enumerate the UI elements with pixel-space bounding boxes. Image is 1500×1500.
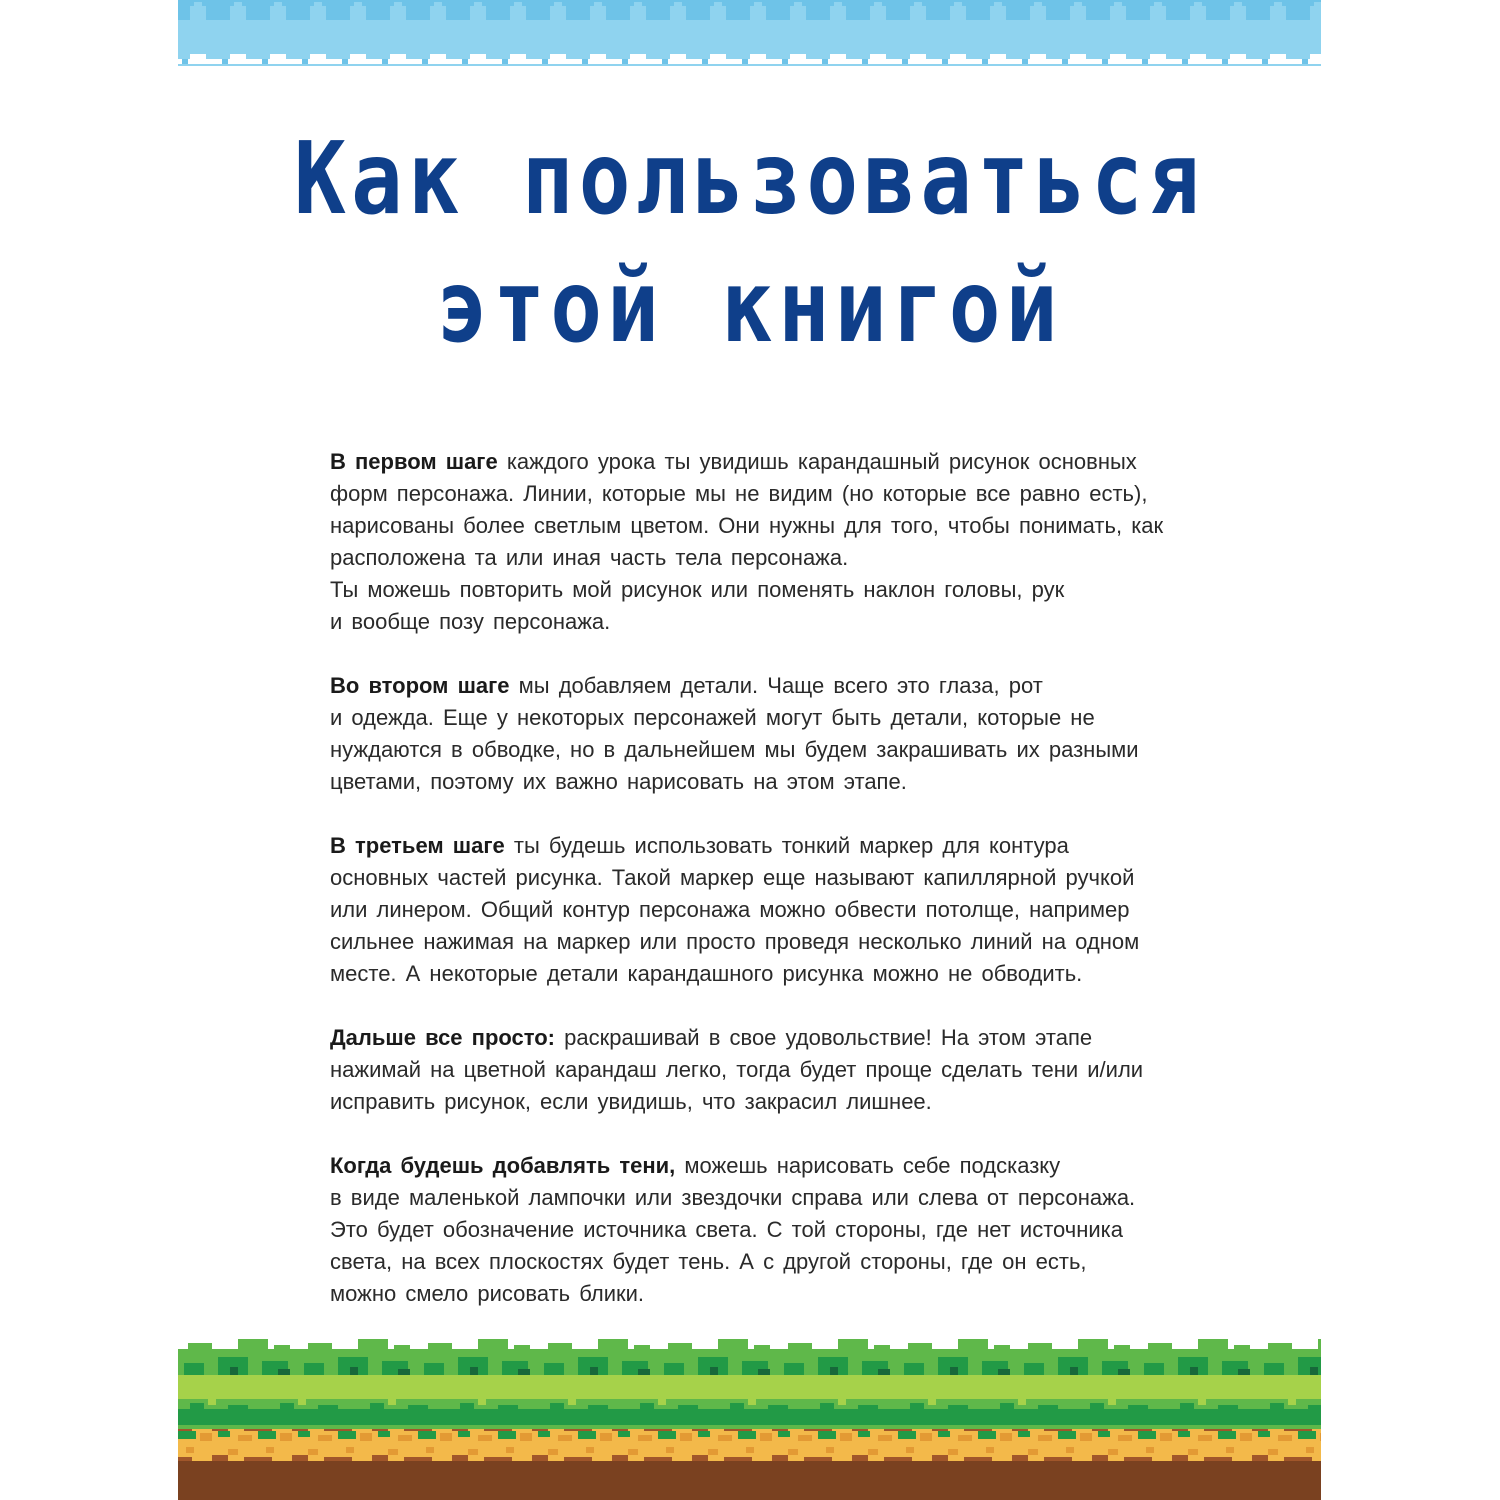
text-line: Это будет обозначение источника света. С той стороны, где нет источника <box>330 1217 1124 1242</box>
text-line: ты будешь использовать тонкий маркер для контура <box>504 833 1069 858</box>
text-line: месте. А некоторые детали карандашного рисунка можно не обводить. <box>330 961 1083 986</box>
text-line: мы добавляем детали. Чаще всего это глаза, рот <box>509 673 1043 698</box>
text-line: света, на всех плоскостях будет тень. А с другой стороны, где он есть, <box>330 1249 1087 1274</box>
coloring-heading: Дальше все просто: <box>330 1025 556 1050</box>
title-line-2: этой книгой <box>436 248 1063 365</box>
text-line: сильнее нажимая на маркер или просто проведя несколько линий на одном <box>330 929 1140 954</box>
text-line: и вообще позу персонажа. <box>330 609 611 634</box>
paragraph-step-1 <box>330 446 1210 638</box>
text-line: расположена та или иная часть тела персонажа. <box>330 545 849 570</box>
step-2-heading: Во втором шаге <box>330 673 510 698</box>
book-page <box>178 0 1321 1500</box>
text-line: форм персонажа. Линии, которые мы не видим (но которые все равно есть), <box>330 481 1148 506</box>
paragraph-step-2 <box>330 670 1210 798</box>
text-line: в виде маленькой лампочки или звездочки справа или слева от персонажа. <box>330 1185 1136 1210</box>
text-line: или линером. Общий контур персонажа можно обвести потолще, например <box>330 897 1130 922</box>
step-3-heading: В третьем шаге <box>330 833 505 858</box>
pixel-sky-border <box>178 0 1321 66</box>
paragraph-shadows <box>330 1150 1210 1310</box>
text-line: нарисованы более светлым цветом. Они нужны для того, чтобы понимать, как <box>330 513 1164 538</box>
text-line: основных частей рисунка. Такой маркер еще называют капиллярной ручкой <box>330 865 1135 890</box>
title-line-1: Как пользоваться <box>294 120 1205 237</box>
text-line: цветами, поэтому их важно нарисовать на этом этапе. <box>330 769 907 794</box>
text-line: раскрашивай в свое удовольствие! На этом этапе <box>555 1025 1093 1050</box>
shadows-heading: Когда будешь добавлять тени, <box>330 1153 676 1178</box>
step-1-heading: В первом шаге <box>330 449 498 474</box>
text-line: можно смело рисовать блики. <box>330 1281 645 1306</box>
paragraph-step-3 <box>330 830 1210 990</box>
text-line: каждого урока ты увидишь карандашный рисунок основных <box>497 449 1137 474</box>
page-title <box>178 115 1321 371</box>
text-line: исправить рисунок, если увидишь, что закрасил лишнее. <box>330 1089 932 1114</box>
text-line: нуждаются в обводке, но в дальнейшем мы будем закрашивать их разными <box>330 737 1139 762</box>
instructions-text <box>330 446 1210 1342</box>
paragraph-coloring <box>330 1022 1210 1118</box>
text-line: и одежда. Еще у некоторых персонажей могут быть детали, которые не <box>330 705 1095 730</box>
text-line: нажимай на цветной карандаш легко, тогда будет проще сделать тени и/или <box>330 1057 1144 1082</box>
pixel-ground-border <box>178 1335 1321 1500</box>
text-line: Ты можешь повторить мой рисунок или поменять наклон головы, рук <box>330 577 1065 602</box>
text-line: можешь нарисовать себе подсказку <box>675 1153 1061 1178</box>
